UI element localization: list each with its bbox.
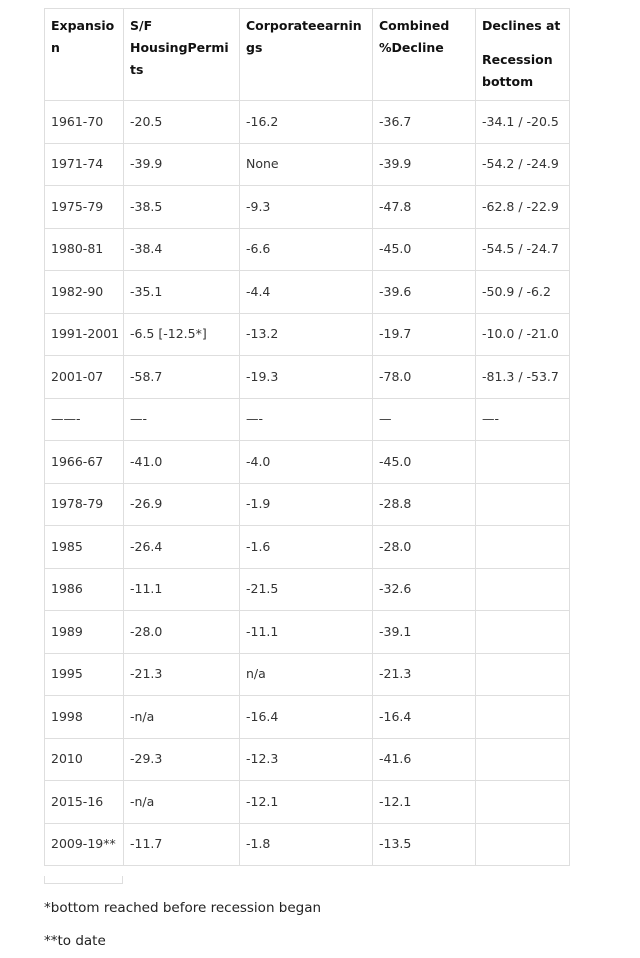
combined-decline-cell: -32.6 bbox=[373, 568, 476, 611]
housing-permits-cell: -26.9 bbox=[124, 483, 240, 526]
header-declines-at-bottom: Declines at Recession bottom bbox=[476, 9, 570, 101]
housing-permits-cell: -11.7 bbox=[124, 823, 240, 866]
header-combined-decline: Combined %Decline bbox=[373, 9, 476, 101]
expansion-cell: 2010 bbox=[45, 738, 124, 781]
corporate-earnings-cell: -1.8 bbox=[240, 823, 373, 866]
corporate-earnings-cell: -16.2 bbox=[240, 101, 373, 144]
declines-at-bottom-cell bbox=[476, 611, 570, 654]
table-row bbox=[45, 781, 570, 824]
housing-permits-cell: -28.0 bbox=[124, 611, 240, 654]
declines-at-bottom-cell bbox=[476, 696, 570, 739]
corporate-earnings-cell: -12.3 bbox=[240, 738, 373, 781]
table-row bbox=[45, 441, 570, 484]
housing-permits-cell: -26.4 bbox=[124, 526, 240, 569]
header-housing-permits: S/F HousingPermits bbox=[124, 9, 240, 101]
expansion-cell: 2009-19** bbox=[45, 823, 124, 866]
declines-at-bottom-cell bbox=[476, 568, 570, 611]
expansion-cell: 1980-81 bbox=[45, 228, 124, 271]
corporate-earnings-cell: -4.0 bbox=[240, 441, 373, 484]
corporate-earnings-cell: —- bbox=[240, 398, 373, 441]
footnote-bottom-before-recession: *bottom reached before recession began bbox=[44, 900, 322, 916]
table-row bbox=[45, 143, 570, 186]
declines-at-bottom-cell bbox=[476, 526, 570, 569]
declines-at-bottom-cell: -10.0 / -21.0 bbox=[476, 313, 570, 356]
corporate-earnings-cell: -12.1 bbox=[240, 781, 373, 824]
combined-decline-cell: -12.1 bbox=[373, 781, 476, 824]
combined-decline-cell: -28.0 bbox=[373, 526, 476, 569]
corporate-earnings-cell: None bbox=[240, 143, 373, 186]
table-trailing-cell bbox=[44, 876, 123, 884]
combined-decline-cell: -45.0 bbox=[373, 441, 476, 484]
expansion-cell: 1995 bbox=[45, 653, 124, 696]
expansion-cell: 2015-16 bbox=[45, 781, 124, 824]
table-row bbox=[45, 313, 570, 356]
table-row bbox=[45, 738, 570, 781]
housing-permits-cell: -39.9 bbox=[124, 143, 240, 186]
housing-permits-cell: -58.7 bbox=[124, 356, 240, 399]
expansion-cell: 1978-79 bbox=[45, 483, 124, 526]
expansion-cell: 1986 bbox=[45, 568, 124, 611]
corporate-earnings-cell: -16.4 bbox=[240, 696, 373, 739]
declines-at-bottom-cell bbox=[476, 781, 570, 824]
declines-at-bottom-cell: -81.3 / -53.7 bbox=[476, 356, 570, 399]
table-header-row bbox=[45, 9, 570, 101]
declines-at-bottom-cell: -34.1 / -20.5 bbox=[476, 101, 570, 144]
housing-permits-cell: -11.1 bbox=[124, 568, 240, 611]
housing-permits-cell: -21.3 bbox=[124, 653, 240, 696]
combined-decline-cell: -41.6 bbox=[373, 738, 476, 781]
declines-at-bottom-cell bbox=[476, 738, 570, 781]
housing-permits-cell: -20.5 bbox=[124, 101, 240, 144]
declines-at-bottom-cell: —- bbox=[476, 398, 570, 441]
combined-decline-cell: -21.3 bbox=[373, 653, 476, 696]
expansion-cell: 1966-67 bbox=[45, 441, 124, 484]
table-row bbox=[45, 101, 570, 144]
housing-permits-cell: -38.5 bbox=[124, 186, 240, 229]
table-row bbox=[45, 398, 570, 441]
housing-permits-cell: -6.5 [-12.5*] bbox=[124, 313, 240, 356]
combined-decline-cell: -19.7 bbox=[373, 313, 476, 356]
combined-decline-cell: -13.5 bbox=[373, 823, 476, 866]
expansion-cell: 1982-90 bbox=[45, 271, 124, 314]
combined-decline-cell: -39.1 bbox=[373, 611, 476, 654]
combined-decline-cell: — bbox=[373, 398, 476, 441]
housing-permits-cell: —- bbox=[124, 398, 240, 441]
table-row bbox=[45, 611, 570, 654]
declines-at-bottom-cell: -50.9 / -6.2 bbox=[476, 271, 570, 314]
table-row bbox=[45, 356, 570, 399]
table-row bbox=[45, 483, 570, 526]
corporate-earnings-cell: -9.3 bbox=[240, 186, 373, 229]
table-row bbox=[45, 653, 570, 696]
corporate-earnings-cell: -13.2 bbox=[240, 313, 373, 356]
table-row bbox=[45, 568, 570, 611]
housing-permits-cell: -38.4 bbox=[124, 228, 240, 271]
expansion-cell: 2001-07 bbox=[45, 356, 124, 399]
footnote-to-date: **to date bbox=[44, 933, 106, 949]
declines-at-bottom-cell bbox=[476, 483, 570, 526]
expansion-cell: 1961-70 bbox=[45, 101, 124, 144]
combined-decline-cell: -78.0 bbox=[373, 356, 476, 399]
declines-at-bottom-cell bbox=[476, 823, 570, 866]
header-expansion: Expansion bbox=[45, 9, 124, 101]
table-row bbox=[45, 696, 570, 739]
corporate-earnings-cell: -21.5 bbox=[240, 568, 373, 611]
expansion-cell: 1971-74 bbox=[45, 143, 124, 186]
expansion-cell: 1989 bbox=[45, 611, 124, 654]
housing-permits-cell: -29.3 bbox=[124, 738, 240, 781]
combined-decline-cell: -47.8 bbox=[373, 186, 476, 229]
corporate-earnings-cell: -1.6 bbox=[240, 526, 373, 569]
expansion-cell: 1985 bbox=[45, 526, 124, 569]
corporate-earnings-cell: -4.4 bbox=[240, 271, 373, 314]
expansion-cell: 1998 bbox=[45, 696, 124, 739]
combined-decline-cell: -28.8 bbox=[373, 483, 476, 526]
recession-declines-table bbox=[44, 8, 570, 866]
corporate-earnings-cell: -19.3 bbox=[240, 356, 373, 399]
declines-at-bottom-cell: -54.2 / -24.9 bbox=[476, 143, 570, 186]
table-row bbox=[45, 823, 570, 866]
housing-permits-cell: -n/a bbox=[124, 781, 240, 824]
combined-decline-cell: -16.4 bbox=[373, 696, 476, 739]
declines-at-bottom-cell bbox=[476, 441, 570, 484]
combined-decline-cell: -45.0 bbox=[373, 228, 476, 271]
declines-at-bottom-cell bbox=[476, 653, 570, 696]
expansion-cell: ——- bbox=[45, 398, 124, 441]
combined-decline-cell: -39.6 bbox=[373, 271, 476, 314]
housing-permits-cell: -41.0 bbox=[124, 441, 240, 484]
corporate-earnings-cell: -6.6 bbox=[240, 228, 373, 271]
combined-decline-cell: -39.9 bbox=[373, 143, 476, 186]
combined-decline-cell: -36.7 bbox=[373, 101, 476, 144]
declines-at-bottom-cell: -54.5 / -24.7 bbox=[476, 228, 570, 271]
corporate-earnings-cell: n/a bbox=[240, 653, 373, 696]
housing-permits-cell: -35.1 bbox=[124, 271, 240, 314]
expansion-cell: 1975-79 bbox=[45, 186, 124, 229]
header-corporate-earnings: Corporateearnings bbox=[240, 9, 373, 101]
table-body bbox=[45, 101, 570, 866]
expansion-cell: 1991-2001 bbox=[45, 313, 124, 356]
table-row bbox=[45, 271, 570, 314]
table-row bbox=[45, 186, 570, 229]
housing-permits-cell: -n/a bbox=[124, 696, 240, 739]
declines-at-bottom-cell: -62.8 / -22.9 bbox=[476, 186, 570, 229]
corporate-earnings-cell: -11.1 bbox=[240, 611, 373, 654]
table-row bbox=[45, 526, 570, 569]
corporate-earnings-cell: -1.9 bbox=[240, 483, 373, 526]
table-row bbox=[45, 228, 570, 271]
